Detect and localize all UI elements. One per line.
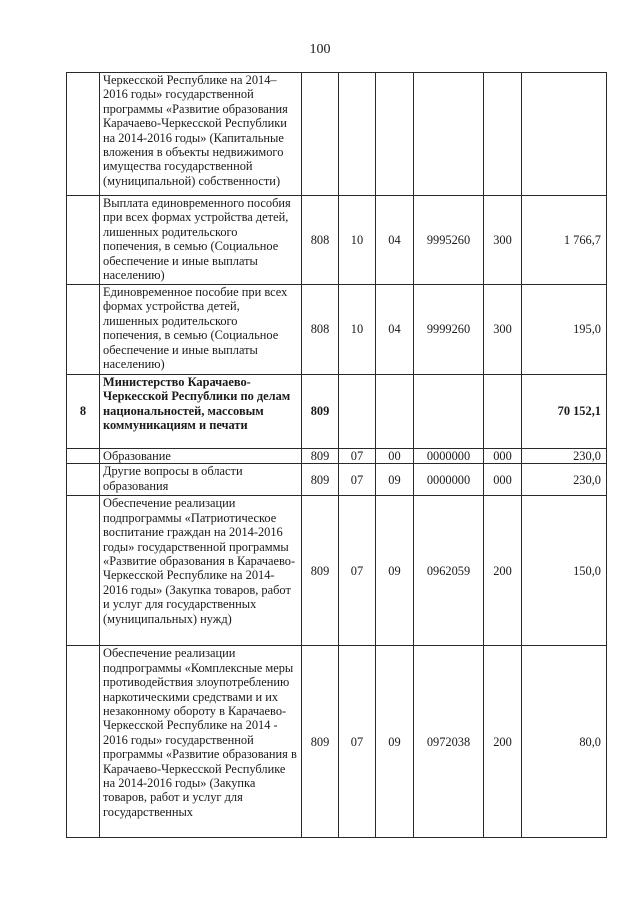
target-article-code: 0972038 [414,646,484,838]
ministry-code: 809 [302,375,339,449]
amount: 230,0 [522,464,607,496]
table-row [67,375,607,449]
expense-type-code: 200 [484,646,522,838]
expense-type-code: 200 [484,496,522,646]
target-article-code: 0000000 [414,449,484,464]
ministry-code [302,73,339,196]
ministry-code: 808 [302,285,339,375]
row-number [67,646,100,838]
subsection-code: 04 [376,285,414,375]
amount: 150,0 [522,496,607,646]
table-row [67,646,607,838]
ministry-code: 809 [302,646,339,838]
expense-type-code: 000 [484,464,522,496]
row-name: Обеспечение реализации подпрограммы «Патриотическое воспитание граждан на 2014-2016 годы» государственной программы «Развитие образования в Карачаево-Черкесской Республике на 2014-2016 годы» (Закупка товаров, работ и услуг для государственных (муниципальных) нужд) [100,496,302,646]
row-number [67,449,100,464]
page-number: 100 [309,42,331,57]
section-code: 07 [339,464,376,496]
amount: 1 766,7 [522,196,607,285]
row-number [67,196,100,285]
section-code [339,73,376,196]
target-article-code [414,73,484,196]
row-name: Выплата единовременного пособия при всех формах устройства детей, лишенных родительского попечения, в семью (Социальное обеспечение и иные выплаты населению) [100,196,302,285]
ministry-code: 808 [302,196,339,285]
section-code: 07 [339,496,376,646]
subsection-code: 09 [376,646,414,838]
row-number [67,285,100,375]
amount: 80,0 [522,646,607,838]
row-name: Образование [100,449,302,464]
target-article-code [414,375,484,449]
ministry-code: 809 [302,464,339,496]
ministry-code: 809 [302,496,339,646]
row-number [67,496,100,646]
expense-type-code: 300 [484,285,522,375]
row-name: Обеспечение реализации подпрограммы «Комплексные меры противодействия злоупотреблению наркотическими средствами и их незаконному обороту в Карачаево-Черкесской Республике на 2014 - 2016 годы» государственной программы «Развитие образования в Карачаево-Черкесской Республике на 2014-2016 годы» (Закупка товаров, работ и услуг для государственных [100,646,302,838]
expense-type-code [484,375,522,449]
target-article-code: 0962059 [414,496,484,646]
expense-type-code: 300 [484,196,522,285]
budget-table [66,72,607,838]
target-article-code: 9999260 [414,285,484,375]
expense-type-code [484,73,522,196]
section-code: 10 [339,285,376,375]
expense-type-code: 000 [484,449,522,464]
row-name: Черкесской Республике на 2014–2016 годы» государственной программы «Развитие образования Карачаево-Черкесской Республики на 2014-2016 годы» (Капитальные вложения в объекты недвижимого имущества государственной (муниципальной) собственности) [100,73,302,196]
subsection-code [376,375,414,449]
table-row [67,285,607,375]
table-row [67,73,607,196]
ministry-code: 809 [302,449,339,464]
amount: 195,0 [522,285,607,375]
table-row [67,496,607,646]
section-code [339,375,376,449]
target-article-code: 0000000 [414,464,484,496]
subsection-code: 04 [376,196,414,285]
table-row [67,449,607,464]
subsection-code [376,73,414,196]
amount [522,73,607,196]
section-code: 07 [339,646,376,838]
row-name: Единовременное пособие при всех формах устройства детей, лишенных родительского попечения, в семью (Социальное обеспечение и иные выплаты населению) [100,285,302,375]
row-number [67,73,100,196]
table-row [67,196,607,285]
section-code: 10 [339,196,376,285]
subsection-code: 09 [376,496,414,646]
table-row [67,464,607,496]
amount: 230,0 [522,449,607,464]
section-code: 07 [339,449,376,464]
row-name: Другие вопросы в области образования [100,464,302,496]
amount: 70 152,1 [522,375,607,449]
subsection-code: 09 [376,464,414,496]
row-name: Министерство Карачаево-Черкесской Республики по делам национальностей, массовым коммуникациям и печати [100,375,302,449]
row-number: 8 [67,375,100,449]
target-article-code: 9995260 [414,196,484,285]
row-number [67,464,100,496]
subsection-code: 00 [376,449,414,464]
